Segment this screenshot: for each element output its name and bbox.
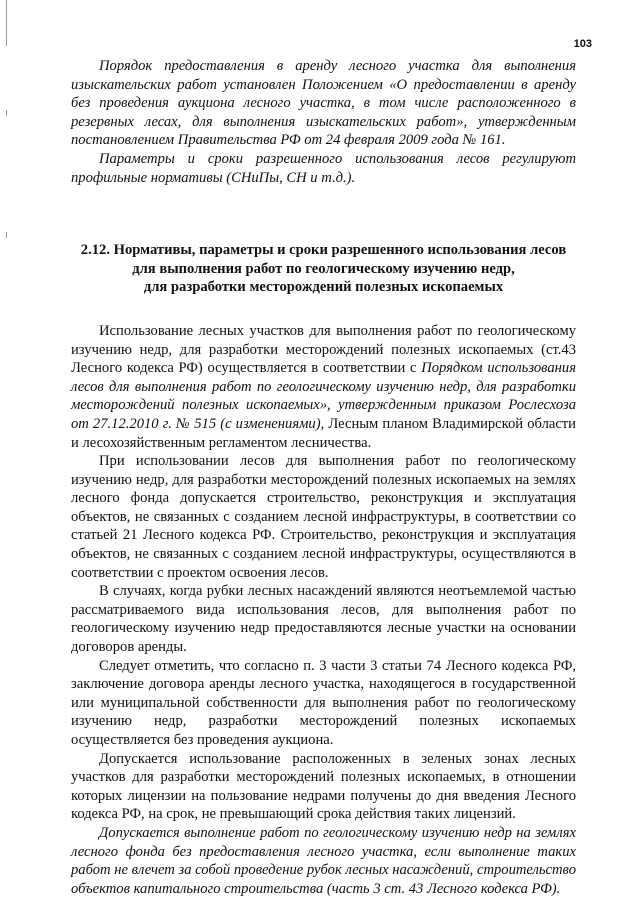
scan-edge-mark — [6, 0, 7, 46]
paragraph-lease-agreement: Следует отметить, что согласно п. 3 части 3 статьи 74 Лесного кодекса РФ, заключение договора аренды лесного участка, находящегося в государственной или муниципальной собственности для выполнения работ по геологическому изучению недр, разработки месторождений полезных ископаемых осуществляется без проведения аукциона. — [71, 657, 576, 748]
scan-edge-mark — [6, 232, 7, 238]
section-heading-line: для выполнения работ по геологическому изучению недр, — [132, 260, 515, 277]
intro-paragraph-lease-order: Порядок предоставления в аренду лесного участка для выполнения изыскательских работ установлен Положением «О предоставлении в аренду без проведения аукциона лесного участка, в том числе расположенного в резервных лесах, для выполнения изыскательских работ», утвержденным постановлением Правительства РФ от 24 февраля 2009 года № 161. — [71, 58, 576, 149]
page-body — [71, 57, 576, 898]
section-heading — [71, 241, 576, 297]
paragraph-without-lease: Допускается выполнение работ по геологическому изучению недр на землях лесного фонда без предоставления лесного участка, если выполнение таких работ не влечет за собой проведение рубок лесных насаждений, строительство объектов капитального строительства (часть 3 ст. 43 Лесного кодекса РФ). — [71, 824, 576, 897]
paragraph-text: Лесным планом Владимирской области и лесохозяйственным регламентом лесничества. — [71, 415, 576, 451]
scan-edge-mark — [6, 110, 7, 116]
intro-paragraph-parameters: Параметры и сроки разрешенного использования лесов регулируют профильные нормативы (СНиПы, СН и т.д.). — [71, 150, 576, 186]
section-heading-line: для разработки месторождений полезных ископаемых — [143, 279, 504, 296]
paragraph-construction: При использовании лесов для выполнения работ по геологическому изучению недр, для разработки месторождений полезных ископаемых на землях лесного фонда допускается строительство, реконструкция и эксплуатация объектов, не связанных с созданием лесной инфраструктуры, в соответствии со статьей 21 Лесного кодекса РФ. Строительство, реконструкция и эксплуатация объектов, не связанных с созданием лесной инфраструктуры, осуществляются в соответствии с проектом освоения лесов. — [71, 453, 576, 581]
section-heading-line: 2.12. Нормативы, параметры и сроки разрешенного использования лесов — [80, 242, 567, 259]
paragraph-green-zones: Допускается использование расположенных в зеленых зонах лесных участков для разработки месторождений полезных ископаемых, в отношении которых лицензии на пользование недрами получены до дня введения Лесного кодекса РФ, на срок, не превышающий срока действия таких лицензий. — [71, 750, 576, 823]
paragraph-forest-use — [71, 322, 576, 452]
regulation-reference: Порядком использования лесов для выполнения работ по геологическому изучению недр, для разработки месторождений полезных ископаемых», утвержденным приказом Рослесхоза от 27.12.2010 г. № 515 (с изменениями), — [71, 360, 576, 432]
paragraph-text: Использование лесных участков для выполнения работ по геологическому изучению недр, для разработки месторождений полезных ископаемых (ст.43 Лесного кодекса РФ) осуществляется в соответствии с — [71, 322, 576, 377]
page-number: 103 — [573, 38, 592, 50]
paragraph-felling: В случаях, когда рубки лесных насаждений являются неотъемлемой частью рассматриваемого вида использования лесов, для выполнения работ по геологическому изучению недр предоставляются лесные участки на основании договоров аренды. — [71, 583, 576, 656]
